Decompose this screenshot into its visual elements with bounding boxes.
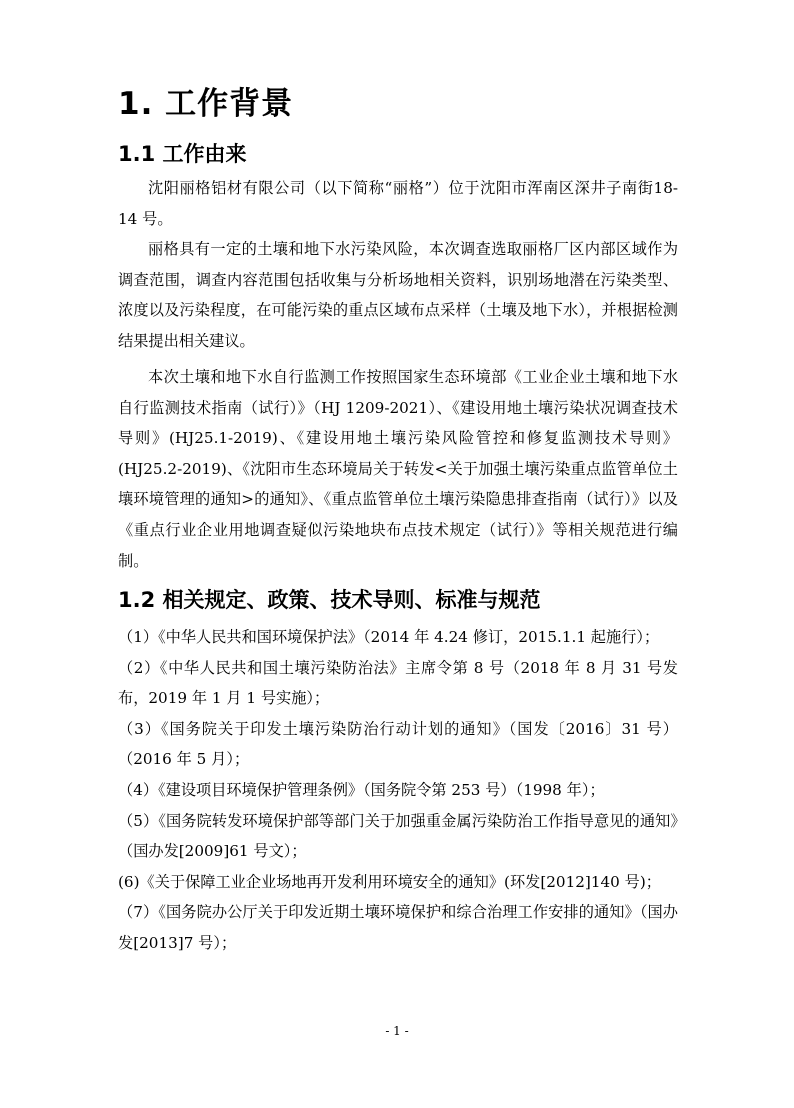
paragraph-monitoring-basis: 本次土壤和地下水自行监测工作按照国家生态环境部《工业企业土壤和地下水自行监测技术指南（试行）》（HJ 1209-2021）、《建设用地土壤污染状况调查技术导则》(HJ25.1-2019)、《建设用地土壤污染风险管控和修复监测技术导则》(HJ25.2-2019)、《沈阳市生态环境局关于转发<关于加强土壤污染重点监管单位土壤环境管理的通知>的通知》、《重点监管单位土壤污染隐患排查指南（试行）》以及《重点行业企业用地调查疑似污染地块布点技术规定（试行）》等相关规范进行编制。 [118, 368, 678, 570]
list-item: （3）《国务院关于印发土壤污染防治行动计划的通知》（国发〔2016〕31 号）（2016 年 5 月）； [118, 719, 678, 769]
page-number: - 1 - [385, 1024, 409, 1038]
regulation-list [118, 622, 678, 959]
paragraph-investigation-scope: 丽格具有一定的土壤和地下水污染风险，本次调查选取丽格厂区内部区域作为调查范围，调查内容范围包括收集与分析场地相关资料，识别场地潜在污染类型、浓度以及污染程度，在可能污染的重点区域布点采样（土壤及地下水），并根据检测结果提出相关建议。 [118, 240, 678, 350]
section-1-2-title: 1.2 相关规定、政策、技术导则、标准与规范 [118, 588, 541, 612]
list-item: （7）《国务院办公厅关于印发近期土壤环境保护和综合治理工作安排的通知》（国办发[2013]7 号）； [118, 903, 678, 952]
paragraph-company-location: 沈阳丽格铝材有限公司（以下简称“丽格”）位于沈阳市浑南区深井子南街18-14 号。 [118, 179, 678, 228]
list-item: （1）《中华人民共和国环境保护法》（2014 年 4.24 修订，2015.1.1 起施行）； [118, 628, 660, 646]
list-item: （4）《建设项目环境保护管理条例》（国务院令第 253 号）（1998 年）； [118, 780, 605, 799]
section-1-1-title: 1.1 工作由来 [118, 142, 247, 166]
chapter-heading: 1. 工作背景 [118, 86, 294, 122]
list-item: （2）《中华人民共和国土壤污染防治法》主席令第 8 号（2018 年 8 月 31 号发布，2019 年 1 月 1 号实施）； [118, 658, 678, 708]
list-item: （5）《国务院转发环境保护部等部门关于加强重金属污染防治工作指导意见的通知》（国办发[2009]61 号文）； [118, 811, 678, 861]
list-item: (6)《关于保障工业企业场地再开发利用环境安全的通知》(环发[2012]140 号)； [118, 872, 661, 891]
